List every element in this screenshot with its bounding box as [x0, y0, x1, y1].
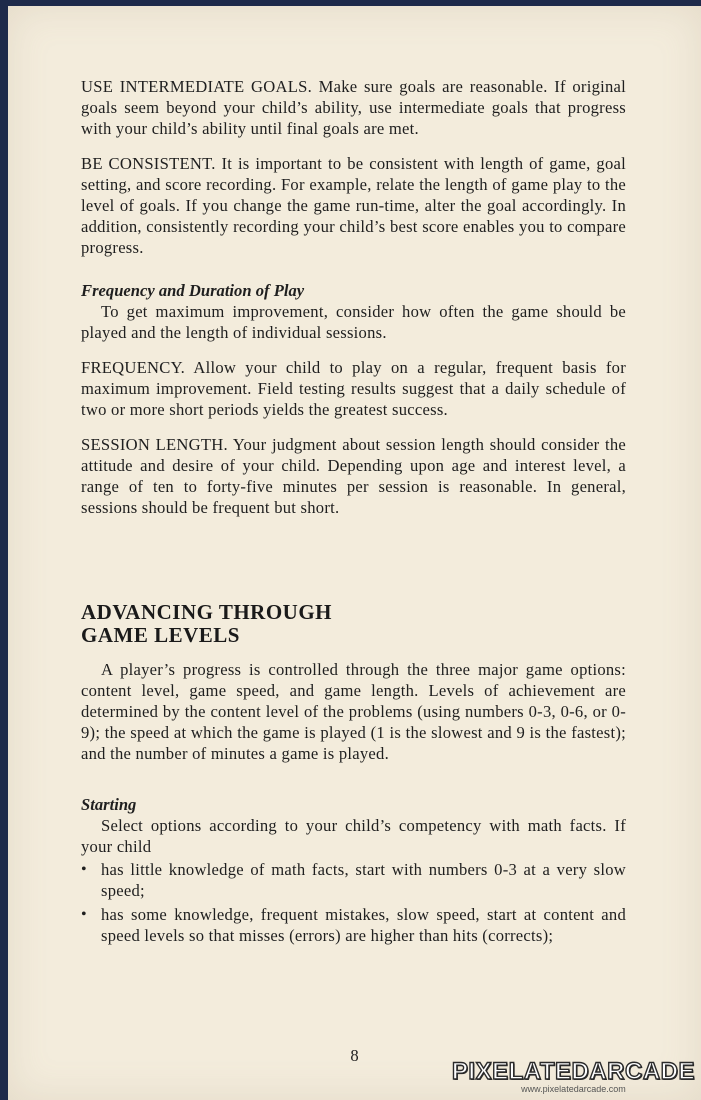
watermark-url: www.pixelatedarcade.com [521, 1084, 626, 1094]
bullet-icon: • [81, 906, 87, 923]
manual-page [8, 6, 701, 1100]
frequency-heading: Frequency and Duration of Play [81, 281, 305, 300]
starting-bullet-list [81, 859, 626, 946]
section-heading-line2: GAME LEVELS [81, 623, 240, 647]
paragraph-intermediate-goals: USE INTERMEDIATE GOALS. Make sure goals are reasonable. If original goals seem beyond your child’s ability, use intermediate goals that progress with your child’s ability until final goals are met. [81, 77, 626, 138]
list-item [81, 904, 626, 946]
advancing-intro: A player’s progress is controlled through the three major game options: content level, game speed, and game length. Levels of achievement are determined by the content level of the problems (using numbers 0-3, 0-6, or 0-9); the speed at which the game is played (1 is the slowest and 9 is the fastest); and the number of minutes a game is played. [81, 660, 626, 763]
paragraph-frequency: FREQUENCY. Allow your child to play on a regular, frequent basis for maximum improvement. Field testing results suggest that a daily schedule of two or more short periods yields the greatest success. [81, 358, 626, 419]
watermark-title: PIXELATEDARCADE [451, 1058, 695, 1085]
page-content [81, 76, 626, 949]
bullet-text: has little knowledge of math facts, start with numbers 0-3 at a very slow speed; [101, 860, 626, 900]
page-number: 8 [350, 1046, 359, 1065]
starting-heading: Starting [81, 795, 137, 814]
paragraph-be-consistent: BE CONSISTENT. It is important to be consistent with length of game, goal setting, and score recording. For example, relate the length of game play to the level of goals. If you change the game run-time, alter the goal accordingly. In addition, consistently recording your child’s best score enables you to compare progress. [81, 154, 626, 257]
section-heading-advancing [81, 601, 626, 647]
starting-intro: Select options according to your child’s competency with math facts. If your child [81, 816, 626, 856]
paragraph-session-length: SESSION LENGTH. Your judgment about session length should consider the attitude and desire of your child. Depending upon age and interest level, a range of ten to forty-five minutes per session is reasonable. In general, sessions should be frequent but short. [81, 435, 626, 517]
bullet-icon: • [81, 861, 87, 878]
frequency-intro: To get maximum improvement, consider how often the game should be played and the length of individual sessions. [81, 302, 626, 342]
list-item [81, 859, 626, 901]
bullet-text: has some knowledge, frequent mistakes, slow speed, start at content and speed levels so that misses (errors) are higher than hits (corrects); [101, 905, 626, 945]
watermark-logo [452, 1058, 695, 1094]
section-heading-line1: ADVANCING THROUGH [81, 600, 333, 624]
